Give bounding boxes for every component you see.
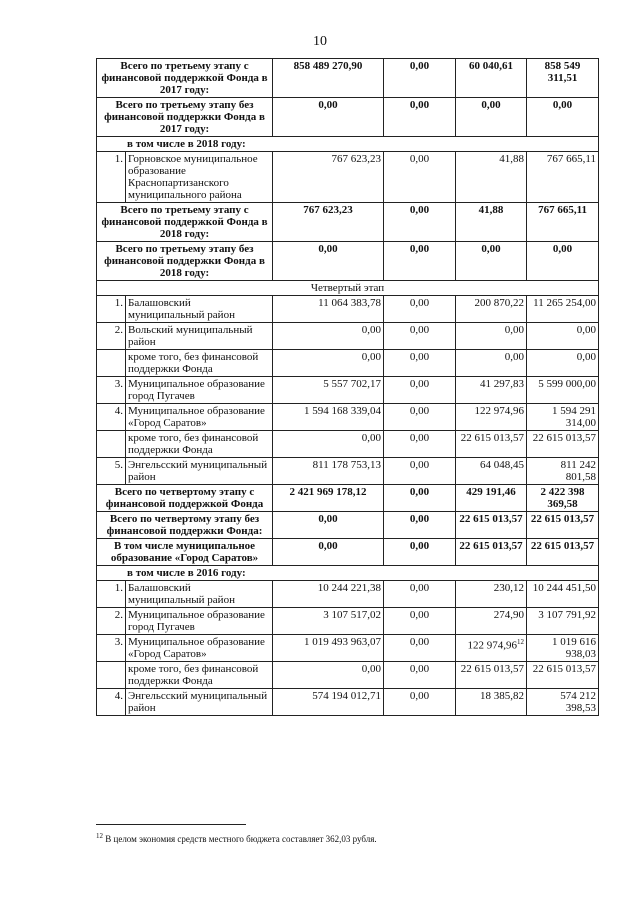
- footnote-marker: 12: [96, 832, 103, 840]
- value-col-2: 0,00: [384, 635, 456, 662]
- value-col-3: [456, 581, 527, 608]
- value-col-3: [456, 350, 527, 377]
- table-row: [97, 281, 599, 296]
- row-number: 4.: [97, 689, 126, 716]
- row-label: Горновское муниципальное образование Краснопартизанского муниципального района: [126, 152, 273, 203]
- value-col-2: 0,00: [384, 431, 456, 458]
- row-label: кроме того, без финансовой поддержки Фонда: [126, 431, 273, 458]
- table-row: [97, 539, 599, 566]
- value-col-2: 0,00: [384, 152, 456, 203]
- table-row: [97, 203, 599, 242]
- total-label: Всего по четвертому этапу с финансовой поддержкой Фонда: [97, 485, 273, 512]
- value-col-2: 0,00: [384, 404, 456, 431]
- value-col-3: [456, 404, 527, 431]
- table-row: [97, 242, 599, 281]
- value-col-2: 0,00: [384, 608, 456, 635]
- row-label: Вольский муниципальный район: [126, 323, 273, 350]
- value-col-1: 0,00: [273, 431, 384, 458]
- value-col-3-text: 0,00: [504, 351, 525, 363]
- value-col-3: [456, 59, 527, 98]
- table-row: [97, 662, 599, 689]
- total-label: Всего по третьему этапу без финансовой поддержки Фонда в 2018 году:: [97, 242, 273, 281]
- table-row: [97, 485, 599, 512]
- value-col-2: 0,00: [384, 458, 456, 485]
- value-col-4: 5 599 000,00: [527, 377, 599, 404]
- value-col-3: [456, 377, 527, 404]
- value-col-1: 0,00: [273, 662, 384, 689]
- value-col-1: 811 178 753,13: [273, 458, 384, 485]
- value-col-4: 574 212 398,53: [527, 689, 599, 716]
- total-label: Всего по третьему этапу с финансовой поддержкой Фонда в 2018 году:: [97, 203, 273, 242]
- value-col-2: 0,00: [384, 59, 456, 98]
- row-label: Муниципальное образование «Город Саратов»: [126, 635, 273, 662]
- row-label: кроме того, без финансовой поддержки Фонда: [126, 662, 273, 689]
- footnote-ref: 12: [517, 638, 525, 646]
- subsection-header: в том числе в 2016 году:: [97, 566, 599, 581]
- row-label: Энгельсский муниципальный район: [126, 458, 273, 485]
- table-row: [97, 152, 599, 203]
- value-col-2: 0,00: [384, 242, 456, 281]
- row-number: 2.: [97, 323, 126, 350]
- value-col-3: [456, 431, 527, 458]
- value-col-3-text: 122 974,96: [467, 639, 518, 652]
- finance-table: [96, 58, 599, 716]
- value-col-1: 0,00: [273, 242, 384, 281]
- value-col-2: 0,00: [384, 203, 456, 242]
- value-col-3-text: 0,00: [481, 243, 501, 255]
- value-col-3: [456, 242, 527, 281]
- value-col-4: 0,00: [527, 98, 599, 137]
- page-number: 10: [313, 34, 327, 49]
- total-label: Всего по четвертому этапу без финансовой поддержки Фонда:: [97, 512, 273, 539]
- value-col-4: 22 615 013,57: [527, 431, 599, 458]
- row-number: 2.: [97, 608, 126, 635]
- value-col-3-text: 41 297,83: [480, 378, 525, 390]
- value-col-3: [456, 98, 527, 137]
- value-col-4: 0,00: [527, 350, 599, 377]
- value-col-1: 3 107 517,02: [273, 608, 384, 635]
- value-col-4: 0,00: [527, 323, 599, 350]
- value-col-3-text: 22 615 013,57: [460, 663, 525, 675]
- value-col-2: 0,00: [384, 296, 456, 323]
- table-row: [97, 566, 599, 581]
- row-label: Муниципальное образование город Пугачев: [126, 608, 273, 635]
- value-col-3: [456, 485, 527, 512]
- total-label: Всего по третьему этапу без финансовой поддержки Фонда в 2017 году:: [97, 98, 273, 137]
- value-col-4: 1 019 616 938,03: [527, 635, 599, 662]
- value-col-1: 2 421 969 178,12: [273, 485, 384, 512]
- value-col-3-text: 274,90: [493, 609, 525, 621]
- value-col-3-text: 429 191,46: [466, 486, 516, 498]
- value-col-1: 767 623,23: [273, 203, 384, 242]
- value-col-4: 3 107 791,92: [527, 608, 599, 635]
- table-row: [97, 608, 599, 635]
- table-row: [97, 635, 599, 662]
- row-number: 5.: [97, 458, 126, 485]
- value-col-3: [456, 323, 527, 350]
- total-label: Всего по третьему этапу с финансовой поддержкой Фонда в 2017 году:: [97, 59, 273, 98]
- value-col-2: 0,00: [384, 98, 456, 137]
- value-col-2: 0,00: [384, 323, 456, 350]
- value-col-2: 0,00: [384, 581, 456, 608]
- row-number: 1.: [97, 581, 126, 608]
- value-col-3: [456, 512, 527, 539]
- table-row: [97, 431, 599, 458]
- value-col-4: 811 242 801,58: [527, 458, 599, 485]
- table-row: [97, 581, 599, 608]
- value-col-2: 0,00: [384, 512, 456, 539]
- value-col-4: 767 665,11: [527, 203, 599, 242]
- row-label: Балашовский муниципальный район: [126, 296, 273, 323]
- value-col-3: [456, 152, 527, 203]
- row-number: [97, 431, 126, 458]
- table-row: [97, 137, 599, 152]
- value-col-3-text: 18 385,82: [480, 690, 525, 702]
- value-col-4: 767 665,11: [527, 152, 599, 203]
- row-number: 3.: [97, 635, 126, 662]
- value-col-1: 11 064 383,78: [273, 296, 384, 323]
- value-col-3-text: 64 048,45: [480, 459, 525, 471]
- row-number: 3.: [97, 377, 126, 404]
- footnote: [96, 832, 377, 844]
- value-col-4: 2 422 398 369,58: [527, 485, 599, 512]
- value-col-4: 1 594 291 314,00: [527, 404, 599, 431]
- value-col-1: 858 489 270,90: [273, 59, 384, 98]
- value-col-3: [456, 539, 527, 566]
- value-col-3-text: 22 615 013,57: [460, 432, 525, 444]
- subsection-header: в том числе в 2018 году:: [97, 137, 599, 152]
- value-col-3-text: 41,88: [499, 153, 525, 165]
- value-col-3-text: 122 974,96: [474, 405, 525, 417]
- value-col-4: 11 265 254,00: [527, 296, 599, 323]
- value-col-1: 0,00: [273, 512, 384, 539]
- value-col-3: [456, 662, 527, 689]
- value-col-3-text: 22 615 013,57: [459, 540, 523, 552]
- value-col-4: 10 244 451,50: [527, 581, 599, 608]
- value-col-3: [456, 608, 527, 635]
- value-col-2: 0,00: [384, 350, 456, 377]
- value-col-3-text: 200 870,22: [474, 297, 525, 309]
- value-col-3-text: 0,00: [504, 324, 525, 336]
- row-label: Муниципальное образование город Пугачев: [126, 377, 273, 404]
- table-row: [97, 59, 599, 98]
- row-label: Энгельсский муниципальный район: [126, 689, 273, 716]
- value-col-4: 0,00: [527, 242, 599, 281]
- value-col-1: 1 019 493 963,07: [273, 635, 384, 662]
- value-col-3: [456, 635, 527, 662]
- row-number: 1.: [97, 152, 126, 203]
- table-row: [97, 377, 599, 404]
- value-col-3: [456, 689, 527, 716]
- table-row: [97, 404, 599, 431]
- value-col-4: 22 615 013,57: [527, 662, 599, 689]
- value-col-3-text: 60 040,61: [469, 60, 514, 72]
- value-col-1: 10 244 221,38: [273, 581, 384, 608]
- value-col-2: 0,00: [384, 485, 456, 512]
- table-row: [97, 323, 599, 350]
- value-col-2: 0,00: [384, 539, 456, 566]
- row-number: 4.: [97, 404, 126, 431]
- value-col-4: 858 549 311,51: [527, 59, 599, 98]
- value-col-1: 767 623,23: [273, 152, 384, 203]
- value-col-3: [456, 458, 527, 485]
- table-row: [97, 350, 599, 377]
- section-header: Четвертый этап: [97, 281, 599, 296]
- table-row: [97, 689, 599, 716]
- footnote-separator: [96, 824, 246, 825]
- row-number: [97, 350, 126, 377]
- row-number: 1.: [97, 296, 126, 323]
- table-row: [97, 458, 599, 485]
- value-col-3-text: 230,12: [493, 582, 525, 594]
- value-col-3: [456, 296, 527, 323]
- value-col-1: 0,00: [273, 539, 384, 566]
- value-col-2: 0,00: [384, 377, 456, 404]
- row-label: кроме того, без финансовой поддержки Фонда: [126, 350, 273, 377]
- value-col-4: 22 615 013,57: [527, 512, 599, 539]
- table-row: [97, 98, 599, 137]
- value-col-2: 0,00: [384, 689, 456, 716]
- row-number: [97, 662, 126, 689]
- value-col-1: 0,00: [273, 350, 384, 377]
- value-col-1: 5 557 702,17: [273, 377, 384, 404]
- value-col-1: 574 194 012,71: [273, 689, 384, 716]
- table-row: [97, 512, 599, 539]
- value-col-3-text: 22 615 013,57: [459, 513, 523, 525]
- footnote-text: В целом экономия средств местного бюджета составляет 362,03 рубля.: [105, 834, 377, 844]
- value-col-2: 0,00: [384, 662, 456, 689]
- table-row: [97, 296, 599, 323]
- value-col-1: 0,00: [273, 98, 384, 137]
- total-label: В том числе муниципальное образование «Город Саратов»: [97, 539, 273, 566]
- value-col-1: 0,00: [273, 323, 384, 350]
- value-col-3-text: 41,88: [478, 204, 504, 216]
- row-label: Муниципальное образование «Город Саратов»: [126, 404, 273, 431]
- value-col-4: 22 615 013,57: [527, 539, 599, 566]
- value-col-3-text: 0,00: [481, 99, 501, 111]
- row-label: Балашовский муниципальный район: [126, 581, 273, 608]
- value-col-3: [456, 203, 527, 242]
- value-col-1: 1 594 168 339,04: [273, 404, 384, 431]
